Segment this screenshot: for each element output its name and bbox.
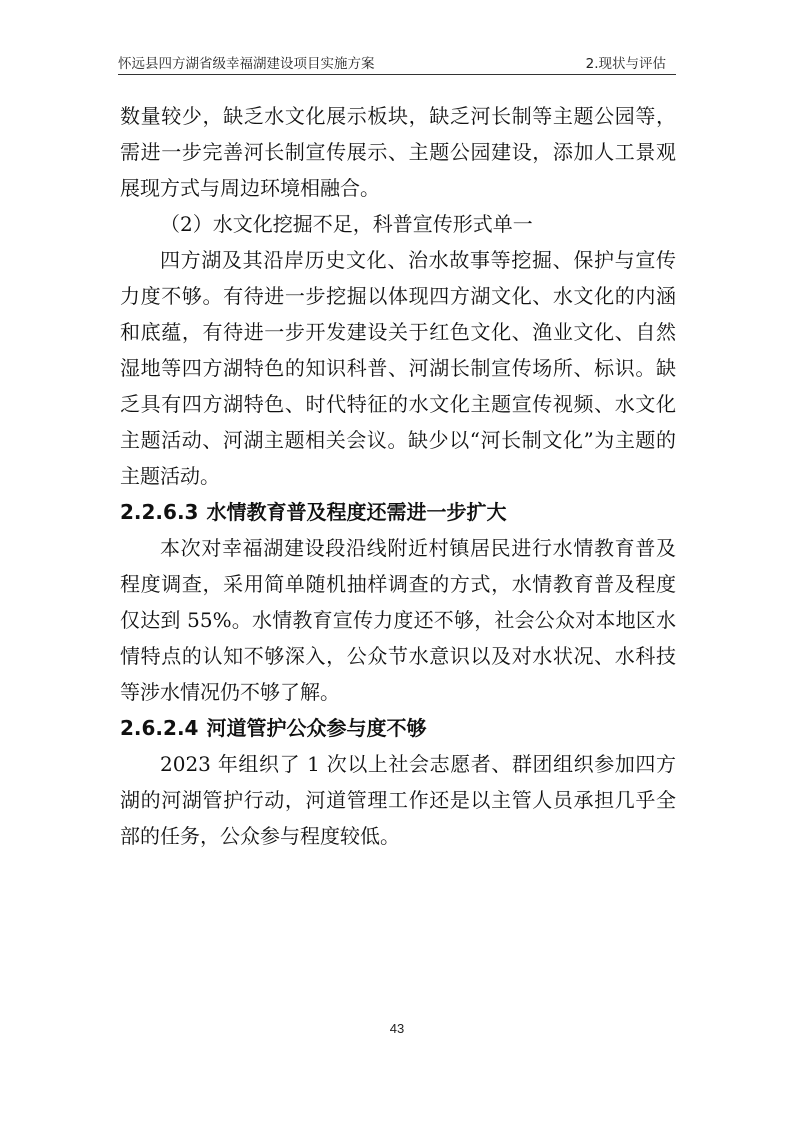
page-body bbox=[120, 98, 676, 854]
section-number: 2.2.6.3 bbox=[120, 500, 199, 524]
section-title: 水情教育普及程度还需进一步扩大 bbox=[206, 500, 507, 524]
subsection-heading: （2）水文化挖掘不足，科普宣传形式单一 bbox=[160, 212, 533, 236]
header-divider bbox=[118, 74, 676, 75]
section-heading-2-6-2-4 bbox=[120, 710, 676, 746]
paragraph: 本次对幸福湖建设段沿线附近村镇居民进行水情教育普及程度调查，采用简单随机抽样调查的方式，水情教育普及程度仅达到 55%。水情教育宣传力度还不够，社会公众对本地区水情特点的认知不够深入，公众节水意识以及对水状况、水科技等涉水情况仍不够了解。 bbox=[120, 536, 676, 704]
document-title: 怀远县四方湖省级幸福湖建设项目实施方案 bbox=[118, 56, 375, 72]
page-header bbox=[118, 52, 676, 74]
section-title: 河道管护公众参与度不够 bbox=[206, 716, 427, 740]
section-heading-2-2-6-3 bbox=[120, 494, 676, 530]
paragraph: 2023 年组织了 1 次以上社会志愿者、群团组织参加四方湖的河湖管护行动，河道管理工作还是以主管人员承担几乎全部的任务，公众参与程度较低。 bbox=[120, 752, 676, 848]
page-number: 43 bbox=[389, 1021, 405, 1036]
paragraph-continued: 数量较少，缺乏水文化展示板块，缺乏河长制等主题公园等，需进一步完善河长制宣传展示、主题公园建设，添加人工景观展现方式与周边环境相融合。 bbox=[120, 104, 676, 200]
chapter-title: 2.现状与评估 bbox=[585, 56, 666, 72]
section-number: 2.6.2.4 bbox=[120, 716, 199, 740]
paragraph: 四方湖及其沿岸历史文化、治水故事等挖掘、保护与宣传力度不够。有待进一步挖掘以体现四方湖文化、水文化的内涵和底蕴，有待进一步开发建设关于红色文化、渔业文化、自然湿地等四方湖特色的知识科普、河湖长制宣传场所、标识。缺乏具有四方湖特色、时代特征的水文化主题宣传视频、水文化主题活动、河湖主题相关会议。缺少以“河长制文化”为主题的主题活动。 bbox=[120, 248, 676, 488]
